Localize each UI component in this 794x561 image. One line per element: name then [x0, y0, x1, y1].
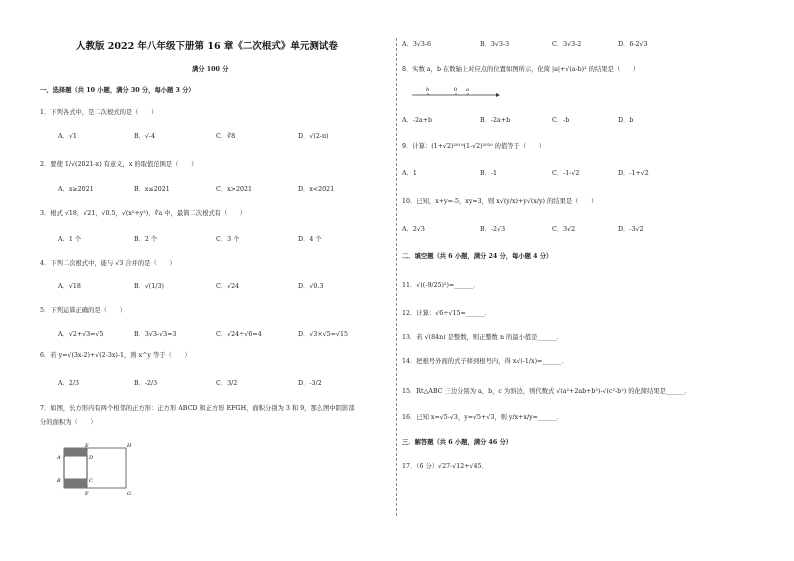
question-6-option-b: B．-2/3	[134, 380, 158, 387]
question-10-option-b: B．-2√3	[480, 226, 506, 233]
svg-text:D: D	[89, 455, 94, 461]
question-6-option-a: A．2/3	[58, 380, 79, 387]
question-15: 15．Rt△ABC 三边分别为 a，b，c 为斜边，则代数式 √(a²+2ab+b²)-√(c²-b²) 的化简结果是______．	[402, 388, 692, 395]
question-4-option-b: B．√(1/3)	[134, 283, 164, 290]
svg-text:b: b	[426, 87, 430, 93]
number-line-figure	[410, 86, 500, 104]
question-9-stem: 9．计算：(1+√2)²⁰¹⁹(1-√2)²⁰²⁰ 的值等于（ ）	[402, 143, 546, 150]
question-8-option-c: C．-b	[552, 117, 570, 124]
question-6-stem: 6．若 y=√(3x-2)+√(2-3x)-1，则 x^y 等于（ ）	[40, 352, 191, 359]
svg-text:0: 0	[454, 87, 458, 93]
question-2-stem: 2．要使 1/√(2021-x) 有意义，x 的取值范围是（ ）	[40, 161, 198, 168]
question-9-option-c: C．-1-√2	[552, 170, 580, 177]
question-17: 17．（6 分）√27-√12+√45．	[402, 463, 488, 470]
question-7-stem-line-1: 7．如图，长方形内有两个相邻的正方形：正方形 ABCD 和正方形 EFGH，面积分别为 3 和 9，那么图中阴影部	[40, 405, 355, 412]
question-7-option-d: D．6-2√3	[618, 41, 648, 48]
question-7-option-b: B．3√3-3	[480, 41, 510, 48]
question-8-stem: 8．实数 a，b 在数轴上对应点的位置如图所示，化简 |a|+√(a-b)² 的结果是（ ）	[402, 66, 640, 73]
question-2-option-a: A．x≥2021	[58, 186, 94, 193]
question-16: 16．已知 x=√5-√3，y=√5+√3，则 y/x+x/y=______．	[402, 414, 564, 421]
question-8-option-b: B．-2a+b	[480, 117, 511, 124]
question-5-option-c: C．√24÷√6=4	[216, 331, 262, 338]
question-2-option-d: D．x<2021	[298, 186, 335, 193]
question-7-option-c: C．3√3-2	[552, 41, 582, 48]
question-6-option-c: C．3/2	[216, 380, 238, 387]
svg-text:a: a	[466, 87, 469, 93]
question-5-stem: 5．下列运算正确的是（ ）	[40, 307, 126, 314]
question-3-option-d: D．4 个	[298, 236, 322, 243]
question-1-option-a: A．√1	[58, 133, 77, 140]
column-divider	[396, 38, 397, 516]
section-heading-answer: 三．解答题（共 6 小题，满分 46 分）	[402, 439, 513, 446]
question-3-option-b: B．2 个	[134, 236, 158, 243]
question-12: 12．计算：√6÷√15=______．	[402, 310, 491, 317]
section-heading-choice: 一、选择题（共 10 小题，满分 30 分，每小题 3 分）	[40, 87, 195, 94]
question-9-option-d: D．-1+√2	[618, 170, 649, 177]
question-7-option-a: A．3√3-6	[402, 41, 432, 48]
question-2-option-b: B．x≤2021	[134, 186, 170, 193]
question-10-option-c: C．3√2	[552, 226, 576, 233]
svg-text:G: G	[127, 491, 131, 497]
section-heading-fill-in: 二．填空题（共 6 小题，满分 24 分，每小题 4 分）	[402, 253, 553, 260]
question-5-option-a: A．√2+√3=√5	[58, 331, 104, 338]
svg-text:C: C	[89, 478, 93, 484]
question-1-option-d: D．√(2-π)	[298, 133, 329, 140]
score-note: 满分 100 分	[192, 66, 229, 73]
svg-text:B: B	[57, 478, 61, 484]
square-rectangle-figure	[54, 442, 146, 498]
question-10-option-d: D．-3√2	[618, 226, 644, 233]
question-8-option-d: D．b	[618, 117, 634, 124]
paper-title: 人教版 2022 年八年级下册第 16 章《二次根式》单元测试卷	[76, 41, 338, 52]
question-14: 14．把根号外面的式子移到根号内，得 x√(-1/x)=______．	[402, 358, 568, 365]
question-9-option-a: A．1	[402, 170, 417, 177]
svg-text:H: H	[127, 443, 132, 449]
svg-text:E: E	[85, 443, 89, 449]
question-3-option-c: C．3 个	[216, 236, 240, 243]
question-3-stem: 3．根式 √18，√21，√0.5，√(x²+y²)，∛a 中，最简二次根式有（ ）	[40, 210, 247, 217]
question-13: 13．若 √(84n) 是整数，则正整数 n 的最小值是______．	[402, 334, 563, 341]
question-4-option-d: D．√0.3	[298, 283, 324, 290]
question-2-option-c: C．x>2021	[216, 186, 252, 193]
question-9-option-b: B．-1	[480, 170, 498, 177]
question-1-option-b: B．√-4	[134, 133, 156, 140]
question-10-stem: 10．已知，x+y=-5，xy=3，则 x√(y/x)+y√(x/y) 的结果是（ ）	[402, 198, 598, 205]
question-4-stem: 4．下列二次根式中，能与 √3 合并的是（ ）	[40, 260, 176, 267]
question-8-option-a: A．-2a+b	[402, 117, 433, 124]
question-1-stem: 1．下列各式中，是二次根式的是（ ）	[40, 109, 158, 116]
question-5-option-b: B．3√3-√3=3	[134, 331, 177, 338]
question-10-option-a: A．2√3	[402, 226, 425, 233]
svg-text:A: A	[57, 455, 61, 461]
question-4-option-c: C．√24	[216, 283, 240, 290]
question-6-option-d: D．-3/2	[298, 380, 322, 387]
question-1-option-c: C．∛8	[216, 133, 236, 140]
question-7-stem-line-2: 分的面积为（ ）	[40, 419, 97, 426]
svg-text:F: F	[85, 491, 89, 497]
question-3-option-a: A．1 个	[58, 236, 82, 243]
question-4-option-a: A．√18	[58, 283, 81, 290]
question-11: 11．√((-9/25)²)=______．	[402, 282, 480, 289]
question-5-option-d: D．√3×√5=√15	[298, 331, 348, 338]
